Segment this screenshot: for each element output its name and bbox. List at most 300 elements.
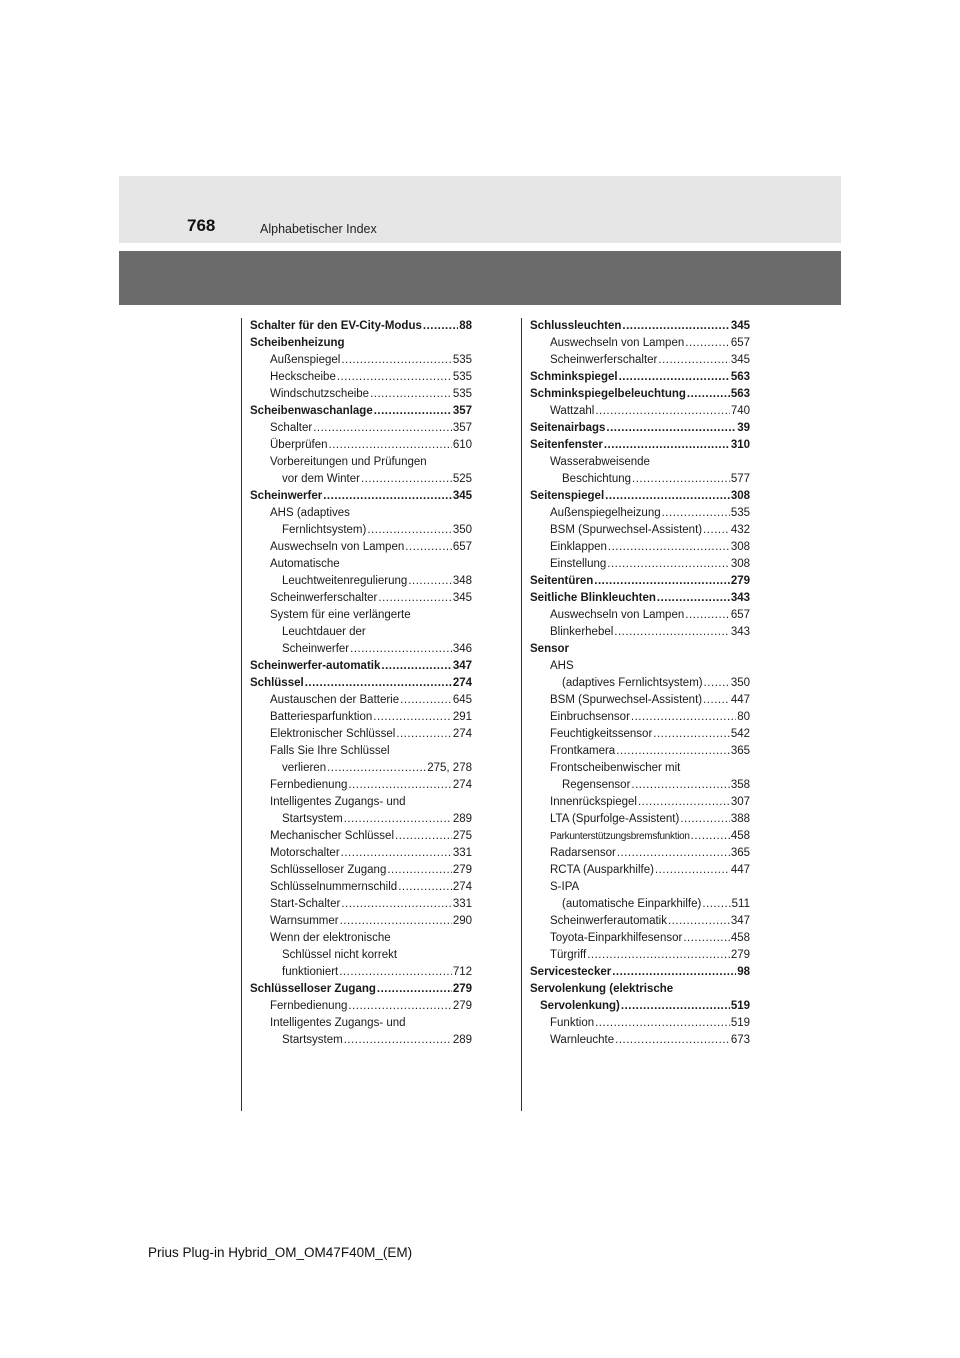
entry-term: Fernbedienung [270,779,348,791]
index-entry [530,437,750,454]
leader-dots [337,369,452,386]
leader-dots [341,845,452,862]
leader-dots [632,471,730,488]
index-entry [250,437,472,454]
index-entry [250,505,472,522]
leader-dots [608,539,730,556]
entry-page-ref[interactable]: 279 [452,1000,472,1012]
index-entry [250,1015,472,1032]
entry-term: Scheinwerfer [282,643,350,655]
index-entry [250,743,472,760]
leader-dots [704,675,730,692]
leader-dots [606,420,736,437]
entry-page-ref[interactable]: 348 [452,575,472,587]
leader-dots [408,573,452,590]
entry-term: vor dem Winter [282,473,360,485]
leader-dots [341,896,452,913]
entry-term: Schminkspiegelbeleuchtung [530,388,686,400]
entry-page-ref[interactable]: 365 [730,847,750,859]
leader-dots [398,879,452,896]
entry-term: Leuchtweitenregulierung [282,575,408,587]
entry-term: Batteriesparfunktion [270,711,373,723]
entry-term: Funktion [550,1017,595,1029]
index-entry [250,471,472,488]
index-entry [250,760,472,777]
leader-dots [329,437,452,454]
leader-dots [348,777,451,794]
entry-page-ref[interactable]: 308 [730,558,750,570]
index-entry [250,488,472,505]
entry-page-ref[interactable]: 274 [452,779,472,791]
entry-page-ref[interactable]: 289 [452,1034,472,1046]
index-entry [250,590,472,607]
entry-term: Schlussleuchten [530,320,622,332]
entry-page-ref[interactable]: 275, 278 [427,762,472,774]
leader-dots [350,641,452,658]
entry-term: S-IPA [550,881,580,893]
entry-page-ref[interactable]: 511 [731,898,750,910]
index-entry [250,1032,472,1049]
index-entry [250,811,472,828]
leader-dots [703,692,730,709]
entry-page-ref[interactable]: 563 [730,371,750,383]
leader-dots [612,964,736,981]
entry-page-ref[interactable]: 345 [452,592,472,604]
index-entry [530,318,750,335]
index-entry [530,471,750,488]
index-entry [530,658,750,675]
leader-dots [631,777,729,794]
index-entry [250,964,472,981]
entry-term: Warnleuchte [550,1034,615,1046]
index-entry [530,624,750,641]
leader-dots [423,318,458,335]
entry-term: Außenspiegelheizung [550,507,661,519]
page-number: 768 [187,216,216,235]
entry-term: Sensor [530,643,569,655]
entry-page-ref[interactable]: 80 [737,711,750,723]
entry-page-ref[interactable]: 275 [452,830,472,842]
leader-dots [616,743,730,760]
leader-dots [702,896,730,913]
index-entry [530,828,750,845]
leader-dots [685,335,730,352]
entry-term: Intelligentes Zugangs- und [270,1017,406,1029]
index-entry [250,403,472,420]
entry-page-ref[interactable]: 347 [452,660,472,672]
entry-page-ref[interactable]: 331 [452,847,472,859]
entry-page-ref[interactable]: 519 [730,1017,750,1029]
entry-term: Seitenairbags [530,422,606,434]
index-entry [530,539,750,556]
leader-dots [340,913,452,930]
index-entry [250,998,472,1015]
entry-term: Schlüsselloser Zugang [250,983,376,995]
entry-term: System für eine verlängerte [270,609,411,621]
index-entry [530,420,750,437]
leader-dots [653,726,730,743]
entry-page-ref[interactable]: 307 [730,796,750,808]
index-entry [250,947,472,964]
entry-term: Heckscheibe [270,371,336,383]
leader-dots [341,352,451,369]
index-entry [250,641,472,658]
entry-term: Fernlichtsystem) [282,524,367,536]
entry-page-ref[interactable]: 657 [452,541,472,553]
entry-page-ref[interactable]: 279 [730,949,750,961]
entry-page-ref[interactable]: 458 [730,830,750,842]
leader-dots [323,488,452,505]
entry-term: Start-Schalter [270,898,341,910]
index-entry [250,624,472,641]
index-entry [250,845,472,862]
index-entry [530,386,750,403]
index-entry [530,692,750,709]
leader-dots [373,709,452,726]
leader-dots [387,862,451,879]
index-entry [530,403,750,420]
entry-term: Motorschalter [270,847,340,859]
entry-term: Schalter für den EV-City-Modus [250,320,422,332]
entry-term: Leuchtdauer der [282,626,366,638]
entry-page-ref[interactable]: 98 [737,966,750,978]
column-rule-left [241,318,242,1111]
index-entry [530,607,750,624]
leader-dots [327,760,426,777]
leader-dots [685,607,730,624]
index-entry [250,777,472,794]
entry-page-ref[interactable]: 563 [730,388,750,400]
index-entry [530,981,750,998]
index-entry [250,675,472,692]
entry-page-ref[interactable]: 350 [730,677,750,689]
entry-term: Toyota-Einparkhilfesensor [550,932,683,944]
entry-term: Frontscheibenwischer mit [550,762,681,774]
entry-term: Auswechseln von Lampen [270,541,405,553]
leader-dots [587,947,730,964]
header-band [119,176,841,243]
leader-dots [378,590,451,607]
index-entry [530,896,750,913]
leader-dots [381,658,451,675]
entry-page-ref[interactable]: 432 [730,524,750,536]
entry-term: Wattzahl [550,405,595,417]
entry-page-ref[interactable]: 274 [452,677,472,689]
leader-dots [691,828,730,845]
index-entry [250,879,472,896]
entry-term: Scheinwerferschalter [270,592,378,604]
entry-term: Einbruchsensor [550,711,630,723]
leader-dots [361,471,452,488]
index-entry [250,454,472,471]
entry-page-ref[interactable]: 343 [730,592,750,604]
index-entry [530,590,750,607]
entry-page-ref[interactable]: 357 [452,405,472,417]
entry-term: LTA (Spurfolge-Assistent) [550,813,680,825]
index-entry [530,675,750,692]
leader-dots [631,709,736,726]
entry-term: AHS [550,660,574,672]
entry-term: Automatische [270,558,340,570]
entry-page-ref[interactable]: 346 [452,643,472,655]
leader-dots [703,522,730,539]
leader-dots [374,403,452,420]
entry-page-ref[interactable]: 279 [452,983,472,995]
index-entry [250,607,472,624]
entry-term: Schalter [270,422,313,434]
entry-page-ref[interactable]: 345 [452,490,472,502]
index-column-right [530,318,750,1049]
entry-term: Scheinwerfer [250,490,323,502]
entry-term: Seitenspiegel [530,490,605,502]
entry-term: Innenrückspiegel [550,796,637,808]
entry-term: Scheinwerferschalter [550,354,658,366]
entry-term: Schminkspiegel [530,371,618,383]
index-entry [250,369,472,386]
leader-dots [339,964,452,981]
leader-dots [396,726,452,743]
index-entry [530,352,750,369]
index-entry [530,743,750,760]
entry-term: Türgriff [550,949,587,961]
entry-term: Falls Sie Ihre Schlüssel [270,745,390,757]
entry-term: AHS (adaptives [270,507,350,519]
section-banner [119,251,841,305]
leader-dots [638,794,730,811]
entry-term: Wenn der elektronische [270,932,391,944]
entry-term: funktioniert [282,966,339,978]
column-rule-right [521,318,522,1111]
entry-page-ref[interactable]: 345 [730,320,750,332]
entry-page-ref[interactable]: 740 [730,405,750,417]
entry-term: Einstellung [550,558,607,570]
entry-page-ref[interactable]: 331 [452,898,472,910]
index-entry [530,488,750,505]
entry-term: Intelligentes Zugangs- und [270,796,406,808]
index-entry [250,828,472,845]
entry-term: Seitenfenster [530,439,603,451]
section-title: Alphabetischer Index [260,222,377,236]
entry-page-ref[interactable]: 645 [452,694,472,706]
entry-term: Radarsensor [550,847,616,859]
entry-page-ref[interactable]: 88 [459,320,472,332]
entry-term: Schlüsselloser Zugang [270,864,387,876]
entry-term: Scheinwerferautomatik [550,915,667,927]
index-entry [250,386,472,403]
entry-page-ref[interactable]: 542 [730,728,750,740]
index-entry [250,539,472,556]
entry-term: Scheibenwaschanlage [250,405,373,417]
entry-page-ref[interactable]: 657 [730,609,750,621]
entry-page-ref[interactable]: 308 [730,541,750,553]
entry-page-ref[interactable]: 388 [730,813,750,825]
index-entry [530,947,750,964]
entry-page-ref[interactable]: 712 [452,966,472,978]
leader-dots [668,913,730,930]
entry-page-ref[interactable]: 291 [452,711,472,723]
entry-term: Servolenkung (elektrische [530,983,674,995]
leader-dots [657,590,730,607]
entry-term: BSM (Spurwechsel-Assistent) [550,694,703,706]
entry-term: Windschutzscheibe [270,388,370,400]
entry-term: Scheibenheizung [250,337,345,349]
leader-dots [594,573,730,590]
index-entry [530,777,750,794]
entry-term: Startsystem [282,1034,343,1046]
index-entry [250,726,472,743]
leader-dots [683,930,729,947]
leader-dots [400,692,452,709]
entry-page-ref[interactable]: 358 [730,779,750,791]
index-entry [530,709,750,726]
index-entry [530,760,750,777]
leader-dots [377,981,452,998]
entry-term: Regensensor [562,779,631,791]
index-entry [250,658,472,675]
leader-dots [615,1032,730,1049]
entry-term: Schlüsselnummernschild [270,881,398,893]
entry-term: (adaptives Fernlichtsystem) [562,677,703,689]
entry-term: Startsystem [282,813,343,825]
entry-term: Feuchtigkeitssensor [550,728,653,740]
entry-page-ref[interactable]: 535 [452,371,472,383]
entry-term: Parkunterstützungsbremsfunktion [550,831,690,842]
leader-dots [367,522,451,539]
leader-dots [680,811,729,828]
entry-page-ref[interactable]: 535 [730,507,750,519]
entry-term: Überprüfen [270,439,328,451]
entry-term: Servicestecker [530,966,612,978]
leader-dots [614,624,730,641]
index-entry [250,522,472,539]
leader-dots [619,369,730,386]
entry-term: Servolenkung) [540,1000,620,1012]
index-entry [530,505,750,522]
leader-dots [595,1015,730,1032]
index-entry [250,352,472,369]
index-entry [530,556,750,573]
index-entry [250,709,472,726]
index-entry [250,420,472,437]
entry-term: Schlüssel [250,677,304,689]
index-entry [250,930,472,947]
entry-page-ref[interactable]: 350 [452,524,472,536]
entry-page-ref[interactable]: 357 [452,422,472,434]
entry-term: Seitliche Blinkleuchten [530,592,656,604]
entry-page-ref[interactable]: 39 [737,422,750,434]
entry-page-ref[interactable]: 343 [730,626,750,638]
entry-page-ref[interactable]: 365 [730,745,750,757]
entry-page-ref[interactable]: 345 [730,354,750,366]
entry-page-ref[interactable]: 274 [452,728,472,740]
index-entry [250,556,472,573]
index-entry [250,335,472,352]
leader-dots [370,386,452,403]
entry-page-ref[interactable]: 274 [452,881,472,893]
entry-page-ref[interactable]: 347 [730,915,750,927]
index-entry [530,845,750,862]
entry-page-ref[interactable]: 673 [730,1034,750,1046]
index-entry [250,573,472,590]
index-entry [530,811,750,828]
entry-term: BSM (Spurwechsel-Assistent) [550,524,703,536]
leader-dots [313,420,452,437]
entry-term: Warnsummer [270,915,339,927]
entry-page-ref[interactable]: 577 [730,473,750,485]
index-entry [530,1015,750,1032]
index-entry [250,318,472,335]
entry-term: RCTA (Ausparkhilfe) [550,864,654,876]
leader-dots [595,403,730,420]
entry-page-ref[interactable]: 308 [730,490,750,502]
entry-term: Einklappen [550,541,607,553]
index-entry [250,913,472,930]
leader-dots [344,1032,452,1049]
index-entry [530,726,750,743]
entry-page-ref[interactable]: 289 [452,813,472,825]
entry-term: Austauschen der Batterie [270,694,400,706]
leader-dots [617,845,730,862]
footer-document-id: Prius Plug-in Hybrid_OM_OM47F40M_(EM) [148,1245,413,1260]
entry-term: Außenspiegel [270,354,341,366]
entry-page-ref[interactable]: 447 [730,864,750,876]
entry-term: Vorbereitungen und Prüfungen [270,456,427,468]
index-entry [530,879,750,896]
entry-page-ref[interactable]: 279 [730,575,750,587]
entry-page-ref[interactable]: 458 [730,932,750,944]
index-entry [250,794,472,811]
entry-page-ref[interactable]: 657 [730,337,750,349]
entry-term: Mechanischer Schlüssel [270,830,395,842]
leader-dots [622,318,729,335]
entry-term: Blinkerhebel [550,626,614,638]
entry-term: Beschichtung [562,473,632,485]
entry-page-ref[interactable]: 519 [730,1000,750,1012]
index-entry [530,641,750,658]
index-entry [250,862,472,879]
index-entry [530,1032,750,1049]
entry-term: Frontkamera [550,745,616,757]
leader-dots [604,437,730,454]
entry-page-ref[interactable]: 535 [452,388,472,400]
entry-term: Scheinwerfer-automatik [250,660,381,672]
index-entry [530,964,750,981]
entry-page-ref[interactable]: 610 [452,439,472,451]
entry-page-ref[interactable]: 525 [452,473,472,485]
index-entry [530,913,750,930]
index-entry [250,981,472,998]
index-entry [530,335,750,352]
entry-page-ref[interactable]: 310 [730,439,750,451]
entry-term: verlieren [282,762,327,774]
leader-dots [655,862,730,879]
entry-page-ref[interactable]: 290 [452,915,472,927]
leader-dots [605,488,730,505]
entry-page-ref[interactable]: 447 [730,694,750,706]
leader-dots [687,386,730,403]
index-entry [250,692,472,709]
entry-term: (automatische Einparkhilfe) [562,898,702,910]
index-entry [530,369,750,386]
entry-page-ref[interactable]: 535 [452,354,472,366]
index-column-left [250,318,472,1049]
entry-page-ref[interactable]: 279 [452,864,472,876]
entry-term: Auswechseln von Lampen [550,609,685,621]
entry-term: Wasserabweisende [550,456,650,468]
index-entry [250,896,472,913]
entry-term: Auswechseln von Lampen [550,337,685,349]
entry-term: Fernbedienung [270,1000,348,1012]
